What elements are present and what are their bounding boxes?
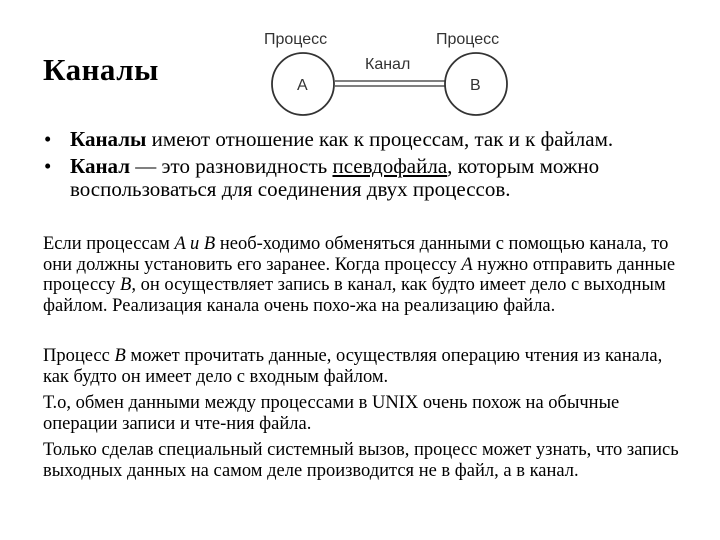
process-a-ref: А — [461, 254, 473, 275]
paragraph-syscall: Только сделав специальный системный вызов, процесс может узнать, что запись выходных данных на самом деле производится не в файл, а в канал. — [43, 440, 679, 481]
bullet-item-channel — [44, 155, 694, 201]
bullet-icon: • — [44, 127, 52, 151]
process-b-letter: B — [470, 77, 481, 94]
paragraph-setup — [43, 234, 688, 316]
paragraph-unix: Т.о, обмен данными между процессами в UNIX очень похож на обычные операции записи и чте-ния файла. — [43, 393, 620, 434]
bullet-term: Каналы — [70, 127, 147, 151]
pipe-diagram-svg — [250, 22, 540, 122]
bullet-text: , которым можно воспользоваться для соединения двух процессов. — [70, 154, 600, 201]
pseudofile-term: псевдофайла — [332, 154, 448, 178]
text-run: необ-ходимо обменяться данными с помощью канала, то они должны установить его заранее. Когда процессу — [43, 234, 669, 275]
process-b-ref: B — [203, 234, 216, 254]
text-run: и — [185, 234, 204, 254]
bullet-icon: • — [44, 154, 52, 178]
bullet-text: — это разновидность — [130, 154, 333, 178]
bullet-term: Канал — [70, 154, 131, 178]
bullet-list — [44, 128, 694, 205]
bullet-item-channels — [44, 128, 694, 151]
text-run: нужно отправить данные процессу — [43, 254, 676, 295]
process-b-ref: В, — [120, 275, 136, 295]
text-run: он осуществляет запись в канал, как будто имеет дело с выходным файлом. Реализация канала очень похо-жа на реализацию файла. — [43, 275, 666, 316]
process-b-caption: Процесс — [436, 31, 500, 48]
process-a-caption: Процесс — [264, 31, 328, 48]
slide-title: Каналы — [43, 52, 159, 87]
process-a-ref: A — [174, 234, 186, 254]
text-run: может прочитать данные, осуществляя операцию чтения из канала, как будто он имеет дело с входным файлом. — [43, 346, 663, 387]
process-a-letter: A — [297, 77, 308, 94]
text-run: Процесс — [43, 346, 115, 366]
process-b-ref: В — [114, 346, 126, 366]
paragraph-reading — [43, 346, 688, 387]
text-run: Если процессам — [43, 234, 175, 254]
pipe-diagram — [250, 22, 540, 122]
channel-label: Канал — [365, 56, 411, 73]
bullet-text: имеют отношение как к процессам, так и к файлам. — [146, 127, 614, 151]
